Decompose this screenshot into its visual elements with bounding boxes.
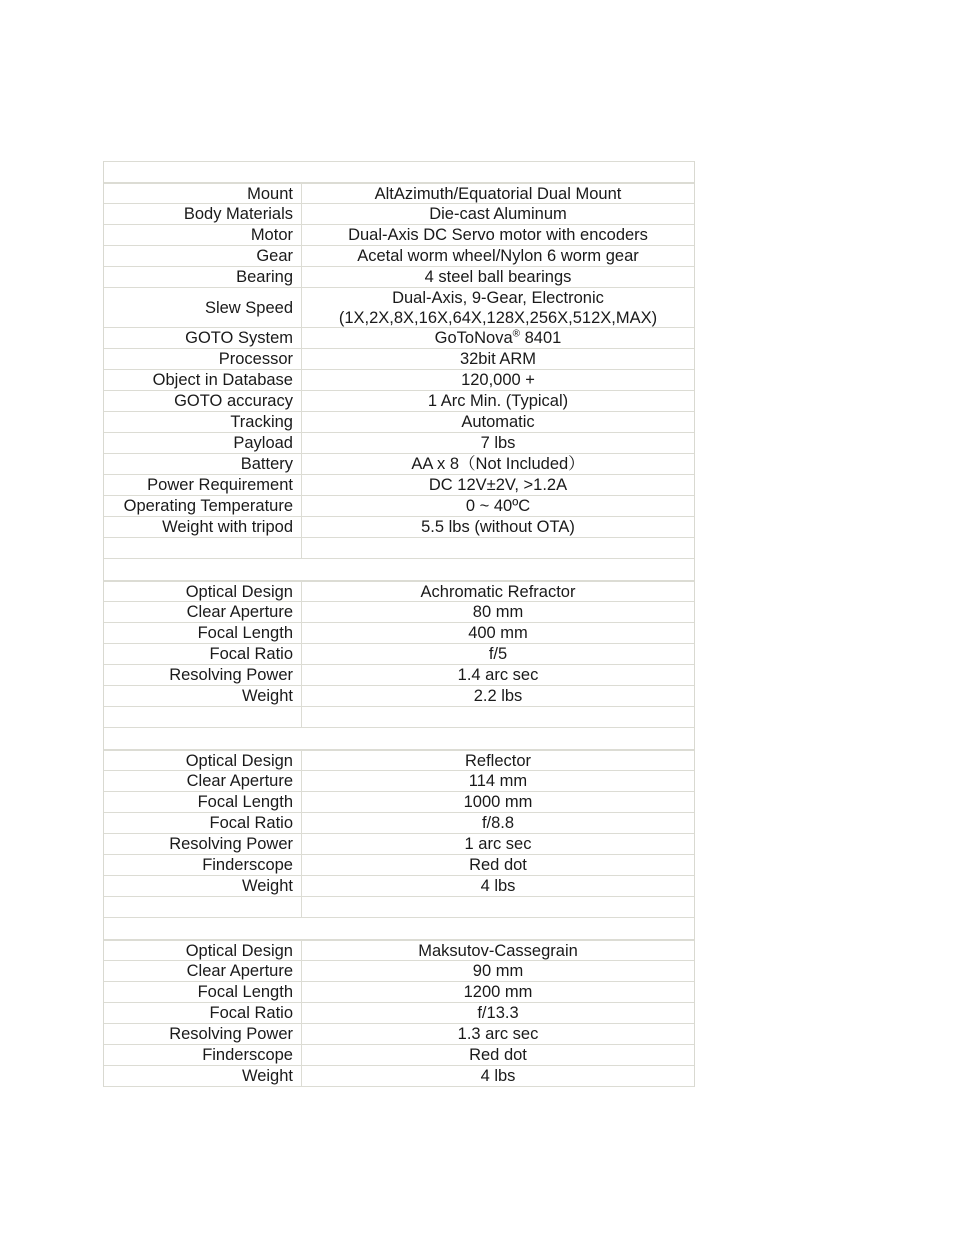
spec-value-text: Acetal worm wheel/Nylon 6 worm gear xyxy=(357,247,639,265)
spec-value-text: 120,000 + xyxy=(461,371,535,389)
spec-label: Battery xyxy=(104,454,302,474)
spec-table xyxy=(103,161,695,1087)
spec-value-line xyxy=(302,1045,694,1065)
spec-value-text: 2.2 lbs xyxy=(473,687,523,705)
spec-value-text: 1000 mm xyxy=(463,793,533,811)
spec-value-text: 5.5 lbs (without OTA) xyxy=(421,518,575,536)
spec-value xyxy=(302,184,694,203)
spec-value-text: 0 ~ 40ºC xyxy=(465,497,531,515)
spec-label: Weight xyxy=(104,1066,302,1086)
spec-row xyxy=(104,183,694,204)
spec-value xyxy=(302,1024,694,1044)
spec-row xyxy=(104,644,694,665)
spec-value xyxy=(302,792,694,812)
spec-value-text: f/13.3 xyxy=(477,1004,519,1022)
spec-row xyxy=(104,940,694,961)
spec-label: Power Requirement xyxy=(104,475,302,495)
spec-value xyxy=(302,204,694,224)
spec-label: Finderscope xyxy=(104,1045,302,1065)
spec-label: GOTO accuracy xyxy=(104,391,302,411)
refractor-spec-group xyxy=(104,581,694,707)
spec-value-line xyxy=(302,961,694,981)
spec-value-line xyxy=(302,288,694,308)
spec-row xyxy=(104,581,694,602)
spec-value-line xyxy=(302,834,694,854)
blank-cell xyxy=(104,538,302,558)
spec-value xyxy=(302,370,694,390)
spec-value xyxy=(302,876,694,896)
spec-value xyxy=(302,771,694,791)
spec-value-line xyxy=(302,813,694,833)
spec-value-text: 1 Arc Min. (Typical) xyxy=(427,392,569,410)
spec-value-text: Reflector xyxy=(464,751,532,770)
spec-value-line xyxy=(302,792,694,812)
blank-cell xyxy=(302,707,694,727)
spec-label: Weight with tripod xyxy=(104,517,302,537)
spec-value-line xyxy=(302,204,694,224)
spec-row xyxy=(104,813,694,834)
spec-value-suffix: 8401 xyxy=(520,329,562,347)
spec-row xyxy=(104,391,694,412)
spec-row xyxy=(104,246,694,267)
spec-value-text: Dual-Axis DC Servo motor with encoders xyxy=(348,226,648,244)
spec-value-text: f/8.8 xyxy=(481,814,515,832)
spec-value-text: 80 mm xyxy=(472,603,524,621)
spec-value xyxy=(302,246,694,266)
spec-value xyxy=(302,328,694,348)
spec-row xyxy=(104,1066,694,1087)
spec-value-text: GoToNova xyxy=(434,329,513,347)
section-header-refractor xyxy=(104,559,694,581)
spec-value xyxy=(302,391,694,411)
registered-mark: ® xyxy=(512,328,521,340)
blank-cell xyxy=(104,897,302,917)
spec-row xyxy=(104,623,694,644)
spec-row xyxy=(104,961,694,982)
spec-value xyxy=(302,961,694,981)
spec-value-line xyxy=(302,1003,694,1023)
spec-label: Clear Aperture xyxy=(104,602,302,622)
spec-value-text: Maksutov-Cassegrain xyxy=(418,941,578,960)
spec-value-text: 1200 mm xyxy=(463,983,533,1001)
section-header-value xyxy=(302,918,694,939)
spec-label: Focal Length xyxy=(104,982,302,1002)
spec-value-line xyxy=(302,184,694,204)
spec-row xyxy=(104,225,694,246)
section-header-maksutov xyxy=(104,918,694,940)
spec-label: Object in Database xyxy=(104,370,302,390)
spec-value-line xyxy=(302,328,694,348)
spec-value-line xyxy=(302,751,694,771)
spec-row xyxy=(104,412,694,433)
spec-value xyxy=(302,855,694,875)
spec-label: Resolving Power xyxy=(104,665,302,685)
spec-label: Optical Design xyxy=(104,941,302,960)
spec-value xyxy=(302,665,694,685)
spec-label: Clear Aperture xyxy=(104,961,302,981)
spec-value-line xyxy=(302,454,694,474)
spec-value xyxy=(302,686,694,706)
spec-value-text: Dual-Axis, 9-Gear, Electronic xyxy=(392,288,604,307)
spec-row xyxy=(104,475,694,496)
spec-label: Focal Ratio xyxy=(104,813,302,833)
spec-label: GOTO System xyxy=(104,328,302,348)
spec-value xyxy=(302,517,694,537)
spec-row xyxy=(104,771,694,792)
spec-label: Payload xyxy=(104,433,302,453)
spec-label: Clear Aperture xyxy=(104,771,302,791)
spec-row xyxy=(104,1045,694,1066)
blank-row xyxy=(104,707,694,728)
spec-value xyxy=(302,982,694,1002)
spec-value-line xyxy=(302,496,694,516)
spec-value-text: 4 lbs xyxy=(480,1067,516,1085)
spec-value-text: 400 mm xyxy=(468,624,528,642)
spec-label: Weight xyxy=(104,876,302,896)
spec-row xyxy=(104,792,694,813)
spec-value-text: Automatic xyxy=(461,413,535,431)
spec-label: Focal Ratio xyxy=(104,644,302,664)
spec-label: Focal Length xyxy=(104,792,302,812)
spec-value-line xyxy=(302,475,694,495)
spec-label: Gear xyxy=(104,246,302,266)
spec-value xyxy=(302,475,694,495)
spec-value xyxy=(302,433,694,453)
spec-row xyxy=(104,602,694,623)
spec-row xyxy=(104,855,694,876)
spec-row xyxy=(104,517,694,538)
spec-value-text: 1 arc sec xyxy=(464,835,532,853)
spec-value-line xyxy=(302,433,694,453)
spec-value-text: 1.3 arc sec xyxy=(457,1025,539,1043)
section-header-value xyxy=(302,728,694,749)
spec-value-text: 32bit ARM xyxy=(459,350,537,368)
reflector-spec-group xyxy=(104,750,694,897)
spec-value xyxy=(302,496,694,516)
spec-value xyxy=(302,941,694,960)
spec-row xyxy=(104,1024,694,1045)
spec-value-line xyxy=(302,686,694,706)
spec-value xyxy=(302,623,694,643)
spec-value xyxy=(302,582,694,601)
spec-value-line xyxy=(302,1066,694,1086)
spec-row xyxy=(104,433,694,454)
spec-row xyxy=(104,370,694,391)
spec-row xyxy=(104,750,694,771)
spec-value-line xyxy=(302,855,694,875)
spec-value-line xyxy=(302,225,694,245)
spec-value-text: 114 mm xyxy=(468,772,528,790)
spec-value xyxy=(302,602,694,622)
spec-value xyxy=(302,834,694,854)
spec-label: Body Materials xyxy=(104,204,302,224)
spec-value xyxy=(302,349,694,369)
spec-label: Weight xyxy=(104,686,302,706)
section-header-label xyxy=(104,559,302,580)
section-header-label xyxy=(104,162,302,182)
spec-label: Tracking xyxy=(104,412,302,432)
spec-label: Operating Temperature xyxy=(104,496,302,516)
spec-value-line xyxy=(302,267,694,287)
spec-value-text: Achromatic Refractor xyxy=(420,582,576,601)
spec-label: Finderscope xyxy=(104,855,302,875)
mount-spec-group xyxy=(104,183,694,538)
blank-cell xyxy=(302,897,694,917)
spec-label: Resolving Power xyxy=(104,834,302,854)
spec-value-text: f/5 xyxy=(488,645,508,663)
spec-value-line xyxy=(302,1024,694,1044)
spec-value-line xyxy=(302,982,694,1002)
spec-row xyxy=(104,288,694,328)
spec-value-line xyxy=(302,412,694,432)
spec-label: Focal Length xyxy=(104,623,302,643)
blank-row xyxy=(104,538,694,559)
spec-value-line xyxy=(302,349,694,369)
spec-value-text: 4 lbs xyxy=(480,877,516,895)
spec-value-line2: (1X,2X,8X,16X,64X,128X,256X,512X,MAX) xyxy=(338,308,658,327)
spec-value xyxy=(302,751,694,770)
spec-row xyxy=(104,328,694,349)
spec-label: Optical Design xyxy=(104,751,302,770)
spec-value-line xyxy=(302,876,694,896)
spec-value xyxy=(302,454,694,474)
spec-label: Bearing xyxy=(104,267,302,287)
spec-label: Motor xyxy=(104,225,302,245)
spec-value xyxy=(302,225,694,245)
spec-value-text: 7 lbs xyxy=(480,434,516,452)
spec-row xyxy=(104,982,694,1003)
spec-row xyxy=(104,204,694,225)
spec-value xyxy=(302,412,694,432)
spec-value-text: AA x 8（Not Included） xyxy=(411,455,585,473)
spec-value xyxy=(302,1045,694,1065)
spec-value xyxy=(302,1003,694,1023)
spec-value-line xyxy=(302,391,694,411)
spec-label: Slew Speed xyxy=(104,288,302,327)
spec-row xyxy=(104,665,694,686)
spec-value-line xyxy=(302,644,694,664)
spec-value-line xyxy=(302,582,694,602)
spec-value-text: Red dot xyxy=(469,1046,527,1064)
spec-label: Mount xyxy=(104,184,302,203)
spec-value xyxy=(302,644,694,664)
spec-value-line xyxy=(302,370,694,390)
spec-label: Optical Design xyxy=(104,582,302,601)
spec-value-text: 4 steel ball bearings xyxy=(424,268,572,286)
spec-value-line xyxy=(302,623,694,643)
section-header-mount xyxy=(104,161,694,183)
section-header-value xyxy=(302,559,694,580)
blank-cell xyxy=(104,707,302,727)
blank-cell xyxy=(302,538,694,558)
section-header-reflector xyxy=(104,728,694,750)
section-header-label xyxy=(104,918,302,939)
spec-label: Focal Ratio xyxy=(104,1003,302,1023)
spec-value-text: Red dot xyxy=(469,856,527,874)
spec-value xyxy=(302,1066,694,1086)
spec-value xyxy=(302,288,694,327)
spec-value-line xyxy=(302,602,694,622)
spec-label: Resolving Power xyxy=(104,1024,302,1044)
spec-value-line xyxy=(302,941,694,961)
spec-row xyxy=(104,454,694,475)
spec-row xyxy=(104,686,694,707)
spec-value-text: 1.4 arc sec xyxy=(457,666,539,684)
spec-row xyxy=(104,876,694,897)
spec-value-text: DC 12V±2V, >1.2A xyxy=(428,476,568,494)
spec-value xyxy=(302,813,694,833)
maksutov-spec-group xyxy=(104,940,694,1087)
spec-row xyxy=(104,834,694,855)
spec-value-line xyxy=(302,771,694,791)
spec-label: Processor xyxy=(104,349,302,369)
spec-value-text: 90 mm xyxy=(472,962,524,980)
spec-value-text: Die-cast Aluminum xyxy=(429,205,567,223)
spec-value-line xyxy=(302,246,694,266)
spec-row xyxy=(104,267,694,288)
spec-value xyxy=(302,267,694,287)
section-header-label xyxy=(104,728,302,749)
spec-value-line xyxy=(302,517,694,537)
section-header-value xyxy=(302,162,694,182)
blank-row xyxy=(104,897,694,918)
spec-value-text: AltAzimuth/Equatorial Dual Mount xyxy=(374,184,622,203)
spec-row xyxy=(104,349,694,370)
spec-row xyxy=(104,496,694,517)
spec-row xyxy=(104,1003,694,1024)
spec-value-line xyxy=(302,665,694,685)
